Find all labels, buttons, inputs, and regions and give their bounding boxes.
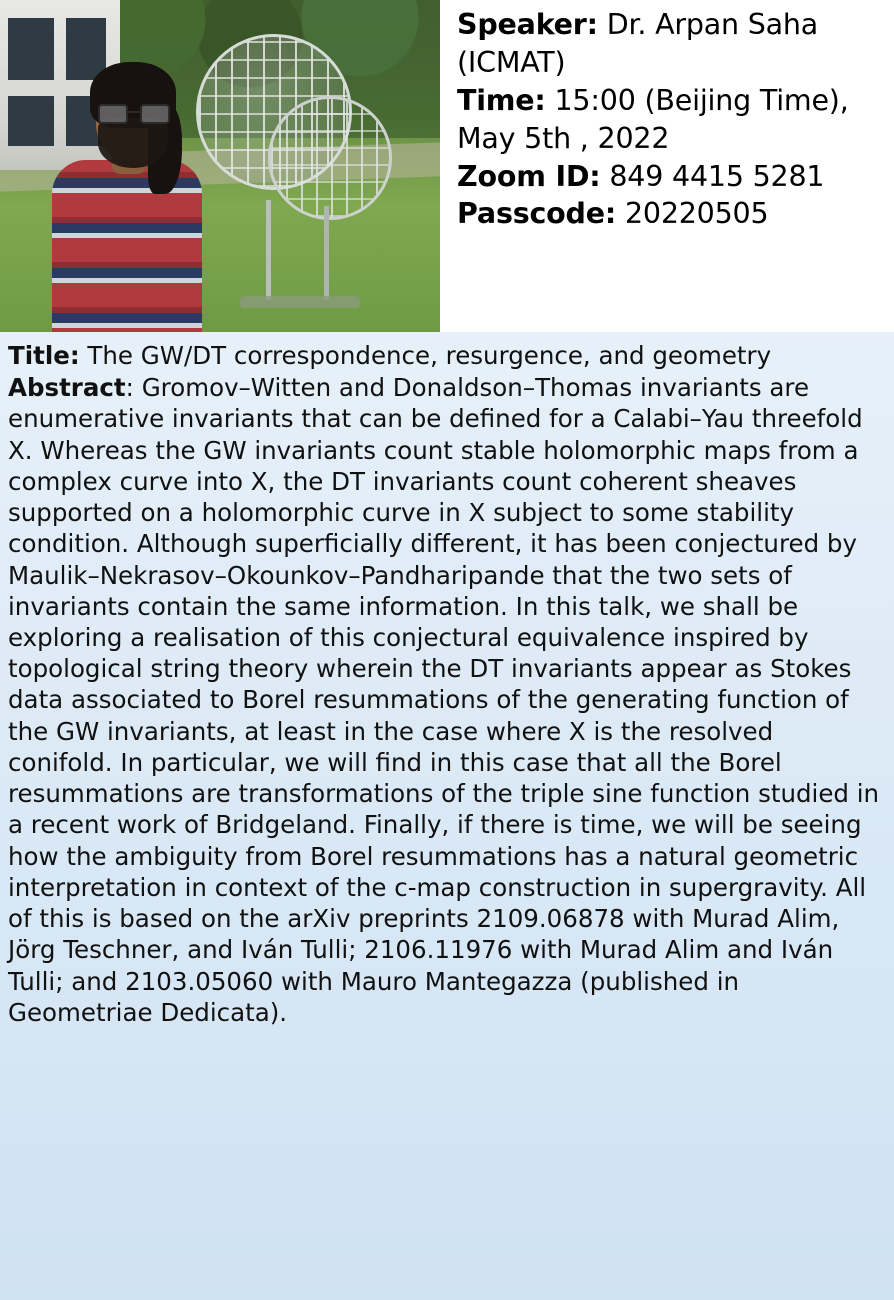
glasses-lens-left <box>98 104 128 124</box>
passcode-label: Passcode: <box>457 197 617 231</box>
speaker-beard <box>98 118 168 168</box>
zoom-id-label: Zoom ID: <box>457 159 601 193</box>
event-details <box>443 0 894 332</box>
poster-body <box>0 332 894 1300</box>
time-label: Time: <box>457 83 546 117</box>
title-label: Title: <box>8 341 80 370</box>
glasses-lens-right <box>140 104 170 124</box>
zoom-id-line <box>457 158 884 196</box>
sphere-sculpture-secondary <box>268 96 392 220</box>
zoom-id-value: 849 4415 5281 <box>600 159 825 193</box>
abstract-label: Abstract <box>8 373 126 403</box>
glasses-bridge <box>126 111 140 113</box>
time-line <box>457 82 884 158</box>
speaker-value: Dr. Arpan Saha (ICMAT) <box>457 8 819 79</box>
talk-title <box>8 340 882 371</box>
speaker-photo <box>0 0 443 332</box>
abstract-text: : Gromov–Witten and Donaldson–Thomas invariants are enumerative invariants that can be defined for a Calabi–Yau threefold X. Whereas the GW invariants count stable holomorphic maps from a complex curve into X, the DT invariants count coherent sheaves supported on a holomorphic curve in X subject to some stability condition. Although superficially different, it has been conjectured by Maulik–Nekrasov–Okounkov–Pandharipande that the two sets of invariants contain the same information. In this talk, we shall be exploring a realisation of this conjectural equivalence inspired by topological string theory wherein the DT invariants appear as Stokes data associated to Borel resummations of the generating function of the GW invariants, at least in the case where X is the resolved conifold. In particular, we will find in this case that all the Borel resummations are transformations of the triple sine function studied in a recent work of Bridgeland. Finally, if there is time, we will be seeing how the ambiguity from Borel resummations has a natural geometric interpretation in context of the c-map construction in supergravity. All of this is based on the arXiv preprints 2109.06878 with Murad Alim, Jörg Teschner, and Iván Tulli; 2106.11976 with Murad Alim and Iván Tulli; and 2103.05060 with Mauro Mantegazza (published in Geometriae Dedicata). <box>8 373 880 1027</box>
sculpture-base <box>240 296 360 308</box>
speaker-shirt <box>52 160 202 332</box>
talk-abstract <box>8 372 882 1028</box>
speaker-line <box>457 6 884 82</box>
title-value: The GW/DT correspondence, resurgence, and geometry <box>79 341 772 370</box>
time-value: 15:00 (Beijing Time), May 5th , 2022 <box>457 83 849 155</box>
passcode-line <box>457 195 884 233</box>
sculpture-pole <box>324 206 329 300</box>
speaker-label: Speaker: <box>457 8 598 41</box>
building-window <box>8 96 54 146</box>
glasses-icon <box>98 104 170 120</box>
building-window <box>8 18 54 80</box>
passcode-value: 20220505 <box>616 197 769 231</box>
poster-header <box>0 0 894 332</box>
sculpture-pole <box>266 200 271 300</box>
